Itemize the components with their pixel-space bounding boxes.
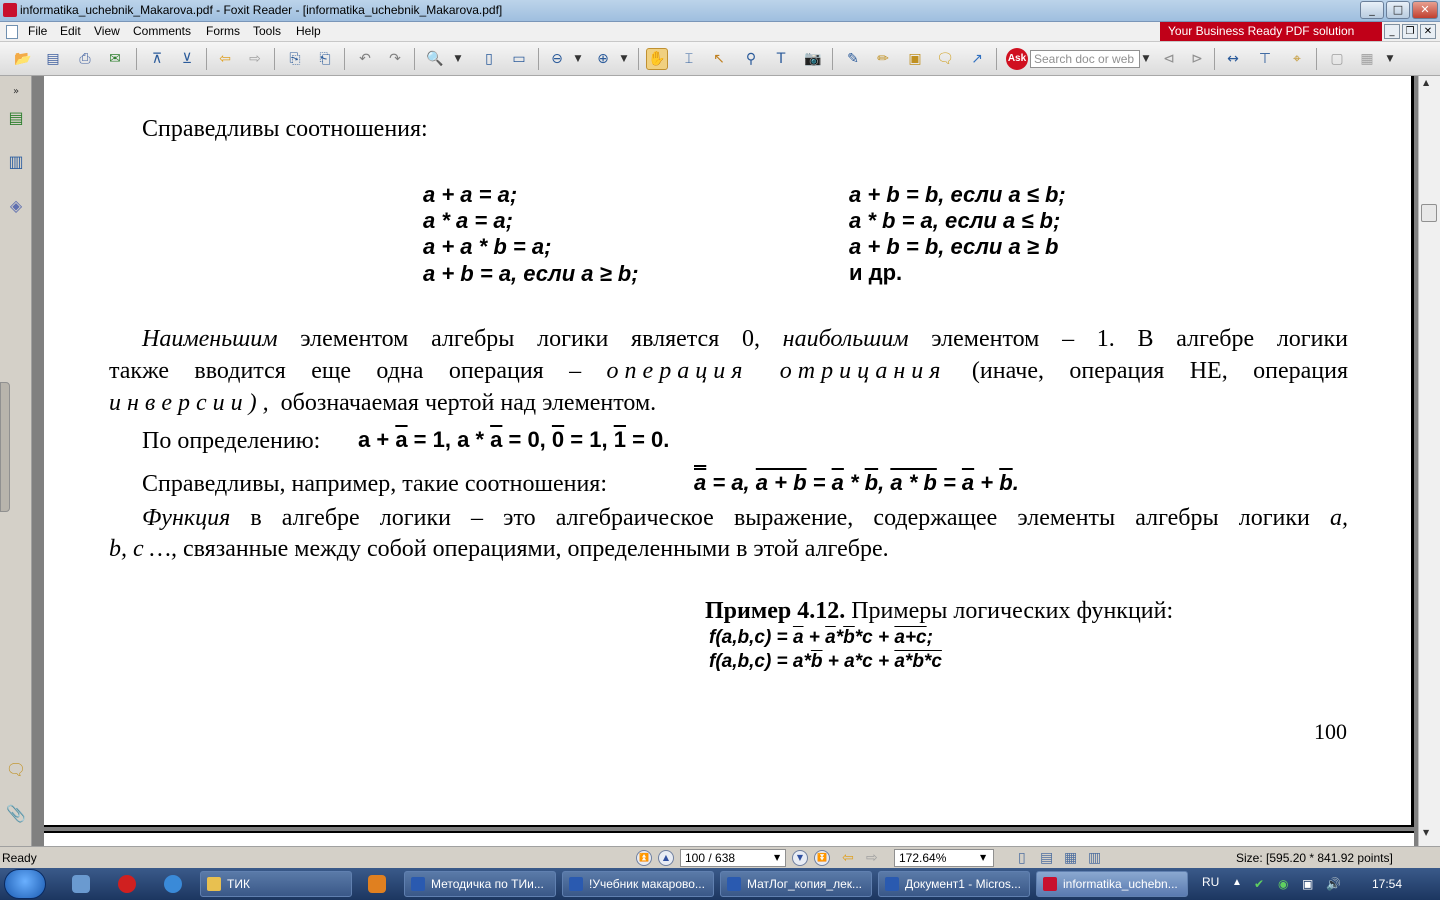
formula-right-3: a + b = b, если a ≥ b — [849, 234, 1059, 259]
taskbar — [0, 868, 1440, 900]
term-largest: наибольшим — [782, 326, 909, 352]
zoom-field[interactable]: 172.64% — [894, 849, 994, 867]
status-ready: Ready — [2, 851, 37, 865]
ex1-part-4: $\overline{a}$ — [825, 627, 836, 648]
taskbar-item-word-4[interactable] — [878, 871, 1030, 897]
taskbar-item-word-2[interactable] — [562, 871, 714, 897]
clock[interactable]: 17:54 — [1372, 877, 1403, 891]
single-page-icon[interactable]: ▯ — [1018, 850, 1026, 866]
ex2-part-2: $\overline{b}$ — [810, 651, 823, 672]
taskbar-label: !Учебник макарово... — [589, 877, 705, 891]
taskbar-label: informatika_uchebn... — [1063, 877, 1178, 891]
definition-formula — [358, 429, 669, 451]
zoom-field-dropdown-icon[interactable]: ▼ — [980, 853, 987, 862]
rel-part-7: $\overline{b}$ — [864, 470, 879, 495]
example-label: Пример 4.12. — [705, 598, 846, 624]
page-size-info: Size: [595.20 * 841.92 points] — [1236, 851, 1393, 865]
paragraph-1-text-b: элементом – 1. В алгебре логики — [908, 326, 1349, 352]
fit-width-icon[interactable]: ▭ — [512, 51, 526, 67]
extract-pages-icon[interactable]: ⎘ — [289, 51, 301, 67]
formula-right-2: a * b = a, если a ≤ b; — [849, 208, 1061, 233]
grid-dropdown-icon[interactable]: ▼ — [1386, 54, 1394, 64]
rel-part-8: , — [878, 470, 891, 495]
sign-icon[interactable]: ✎ — [847, 51, 859, 67]
insert-pages-icon[interactable]: ⎗ — [319, 51, 331, 67]
scroll-up-icon[interactable]: ▲ — [1423, 78, 1430, 87]
ex1-part-9: ; — [926, 627, 933, 648]
scroll-thumb[interactable] — [1421, 204, 1437, 222]
taskbar-label: Документ1 - Micros... — [905, 877, 1021, 891]
document-icon — [6, 25, 18, 39]
tray-network-app-icon[interactable]: ◉ — [1278, 877, 1289, 891]
continuous-facing-icon[interactable]: ▥ — [1088, 850, 1102, 866]
term-smallest: Наименьшим — [142, 326, 278, 352]
page-dropdown-icon[interactable]: ▼ — [774, 853, 781, 862]
example-heading — [705, 599, 1173, 623]
heading-text: Справедливы соотношения: — [142, 116, 428, 142]
def-part-5: = 0, — [502, 427, 552, 452]
folder-icon — [207, 877, 221, 891]
definition-label: По определению: — [142, 428, 321, 454]
status-back-icon[interactable]: ⇦ — [842, 850, 854, 866]
text-box-icon[interactable]: ▣ — [908, 51, 922, 67]
rel-part-5: $\overline{a}$ — [831, 470, 844, 495]
term-function: Функция — [142, 505, 231, 531]
attachments-icon[interactable]: 📎 — [6, 803, 26, 823]
paragraph-1-text-e: обозначаемая чертой над элементом. — [274, 390, 657, 416]
back-icon[interactable]: ⇦ — [219, 51, 231, 67]
promo-banner[interactable]: Your Business Ready PDF solution — [1160, 22, 1382, 41]
taskbar-item-word-3[interactable] — [720, 871, 872, 897]
foxit-icon — [1043, 877, 1057, 891]
def-part-2: $\overline{a}$ — [395, 427, 408, 452]
snapshot-icon[interactable]: 📷 — [804, 51, 822, 67]
search-next-icon[interactable]: ⊳ — [1191, 51, 1203, 67]
area-tool-icon[interactable]: ⌖ — [1293, 51, 1301, 67]
last-page-icon[interactable]: ⏬ — [814, 850, 830, 866]
side-panel — [0, 76, 32, 846]
zoom-dropdown-icon[interactable]: ▼ — [454, 54, 462, 64]
menu-forms[interactable]: Forms — [206, 24, 240, 38]
zoom-in-dropdown-icon[interactable]: ▼ — [620, 54, 628, 64]
ex2-part-4: a*b*c — [894, 651, 942, 672]
previous-page-icon[interactable]: ⊼ — [151, 51, 163, 67]
search-input[interactable]: Search doc or web — [1030, 50, 1140, 68]
maximize-button[interactable]: □ — [1386, 1, 1410, 19]
search-prev-icon[interactable]: ⊲ — [1163, 51, 1175, 67]
paragraph-1-text-d: (иначе, операция НЕ, операция — [946, 358, 1348, 384]
function-vars-bc: b, c …, — [109, 536, 177, 562]
scroll-down-icon[interactable]: ▼ — [1423, 828, 1430, 837]
def-part-3: = 1, a * — [407, 427, 491, 452]
menu-edit[interactable]: Edit — [60, 24, 81, 38]
facing-icon[interactable]: ▦ — [1064, 850, 1078, 866]
word-icon — [727, 877, 741, 891]
tray-expand-icon[interactable]: ▲ — [1232, 877, 1242, 888]
paragraph-1-line-2 — [109, 359, 1348, 383]
zoom-out-icon[interactable]: ⊖ — [551, 51, 563, 67]
ex2-part-1: f(a,b,c) = a* — [709, 651, 811, 672]
grid-icon[interactable]: ▦ — [1360, 51, 1374, 67]
function-paragraph-line-1 — [142, 506, 1348, 530]
ex1-part-8: a+c — [894, 627, 927, 648]
paragraph-1-text-c: также вводится еще одна операция – — [109, 358, 607, 384]
undo-icon[interactable]: ↶ — [359, 51, 371, 67]
forward-icon[interactable]: ⇨ — [249, 51, 261, 67]
redo-icon[interactable]: ↷ — [389, 51, 401, 67]
rel-part-11: $\overline{a}$ — [961, 470, 975, 495]
formula-right-1: a + b = b, если a ≤ b; — [849, 182, 1066, 207]
first-page-icon[interactable]: ⏫ — [636, 850, 652, 866]
term-negation: операция отрицания — [606, 358, 947, 384]
internet-explorer-icon[interactable] — [164, 875, 182, 893]
rel-part-4: = — [806, 470, 832, 495]
print-icon[interactable]: ⎙ — [79, 51, 91, 67]
def-part-9: = 0. — [625, 427, 670, 452]
example-formula-2 — [709, 652, 942, 671]
menu-help[interactable]: Help — [296, 24, 321, 38]
title-bar — [0, 0, 1440, 22]
taskbar-label: ТИК — [227, 877, 250, 891]
taskbar-item-word-1[interactable] — [404, 871, 556, 897]
pencil-icon[interactable]: ✏ — [877, 51, 889, 67]
formula-left-1: a + a = a; — [423, 182, 518, 207]
menu-comments[interactable]: Comments — [133, 24, 192, 38]
status-forward-icon[interactable]: ⇨ — [866, 850, 878, 866]
status-bar — [0, 846, 1440, 868]
ex1-part-2: $\overline{a}$ — [792, 627, 804, 648]
rel-part-6: * — [843, 470, 865, 495]
window-title: informatika_uchebnik_Makarova.pdf - Foxit Reader - [informatika_uchebnik_Makarova.pdf] — [20, 3, 503, 17]
rel-part-3: a + b — [755, 470, 807, 495]
relations-formula — [694, 472, 1019, 494]
rel-part-1: a — [694, 470, 707, 495]
foxit-app-icon — [3, 3, 17, 17]
ex1-part-1: f(a,b,c) = — [709, 627, 793, 648]
media-player-icon[interactable] — [368, 875, 386, 893]
function-text-a: в алгебре логики – это алгебраическое выражение, содержащее элементы алгебры логики — [230, 505, 1330, 531]
next-page-edge — [44, 831, 1414, 846]
rel-part-10: = — [936, 470, 962, 495]
comments-panel-icon[interactable]: 🗨 — [5, 759, 27, 779]
zoom-tool-icon[interactable]: 🔍 — [426, 51, 444, 67]
example-text: Примеры логических функций: — [845, 598, 1174, 624]
vertical-scrollbar[interactable] — [1418, 76, 1440, 846]
taskbar-label: Методичка по ТИи... — [431, 877, 544, 891]
word-icon — [885, 877, 899, 891]
distance-tool-icon[interactable]: ↔ — [1227, 51, 1239, 67]
find-icon[interactable]: ⚲ — [745, 51, 757, 67]
taskbar-item-tik[interactable] — [200, 871, 352, 897]
rel-part-12: + — [974, 470, 1000, 495]
menu-view[interactable]: View — [94, 24, 120, 38]
mdi-minimize-button[interactable]: _ — [1384, 24, 1400, 39]
next-page-icon[interactable]: ⊻ — [181, 51, 193, 67]
hand-tool-icon[interactable]: ✋ — [646, 48, 668, 70]
volume-icon[interactable]: 🔊 — [1326, 877, 1341, 891]
zoom-out-dropdown-icon[interactable]: ▼ — [574, 54, 582, 64]
page-icon[interactable]: ▢ — [1330, 51, 1344, 67]
taskbar-item-foxit[interactable] — [1036, 871, 1188, 897]
prev-page-icon[interactable]: ▲ — [658, 850, 674, 866]
start-button[interactable] — [4, 869, 46, 899]
function-var-a: a, — [1330, 505, 1348, 531]
paragraph-1-line-3 — [109, 391, 656, 415]
mdi-restore-button[interactable]: ❐ — [1402, 24, 1418, 39]
rel-part-9: a * b — [890, 470, 937, 495]
document-view[interactable] — [32, 76, 1418, 846]
rel-part-2: = a, — [706, 470, 756, 495]
word-icon — [411, 877, 425, 891]
bookmarks-icon[interactable]: ▤ — [8, 107, 24, 127]
minimize-button[interactable]: _ — [1360, 1, 1384, 19]
zoom-in-icon[interactable]: ⊕ — [597, 51, 609, 67]
ask-logo[interactable]: Ask — [1006, 48, 1028, 70]
close-button[interactable]: ✕ — [1412, 1, 1438, 19]
network-icon[interactable]: ▣ — [1302, 877, 1314, 891]
formula-right-4: и др. — [849, 260, 903, 285]
page-number-field[interactable]: 100 / 638 — [680, 849, 786, 867]
arrow-tool-icon[interactable]: ↗ — [971, 51, 983, 67]
note-icon[interactable]: 🗨 — [936, 51, 954, 67]
formula-left-2: a * a = a; — [423, 208, 513, 233]
opera-icon[interactable] — [118, 875, 136, 893]
search-dropdown-icon[interactable]: ▼ — [1142, 54, 1150, 64]
menu-file[interactable]: File — [28, 24, 48, 38]
formula-left-3: a + a * b = a; — [423, 234, 552, 259]
word-icon — [569, 877, 583, 891]
def-part-6: 0 — [551, 427, 565, 452]
def-part-4: $\overline{a}$ — [490, 427, 503, 452]
expand-panel-icon[interactable]: » — [12, 85, 20, 97]
paragraph-1-line-1 — [142, 327, 1348, 351]
continuous-icon[interactable]: ▤ — [1040, 850, 1054, 866]
def-part-7: = 1, — [564, 427, 614, 452]
function-text-b: связанные между собой операциями, определенными в этой алгебре. — [177, 536, 889, 562]
rel-part-14: . — [1012, 470, 1019, 495]
pdf-page — [44, 76, 1414, 827]
typewriter-icon[interactable]: T — [776, 51, 786, 67]
language-indicator[interactable]: RU — [1202, 875, 1220, 889]
example-formula-1 — [709, 628, 933, 647]
save-icon[interactable]: ▤ — [46, 51, 60, 67]
select-text-icon[interactable]: ⌶ — [684, 51, 694, 67]
email-icon[interactable]: ✉ — [109, 51, 121, 67]
menu-bar — [0, 22, 1440, 42]
show-desktop-icon[interactable] — [72, 875, 90, 893]
perimeter-tool-icon[interactable]: ⊤ — [1258, 51, 1272, 67]
function-paragraph-line-2 — [109, 537, 889, 561]
rel-part-13: $\overline{b}$ — [999, 470, 1013, 495]
page-number: 100 — [1314, 719, 1347, 744]
open-icon[interactable]: 📂 — [14, 51, 32, 67]
select-annotation-icon[interactable]: ↖ — [713, 51, 725, 67]
formula-left-4: a + b = a, если a ≥ b; — [423, 261, 639, 286]
ex1-part-7: *c + — [854, 627, 895, 648]
paragraph-1-text-a: элементом алгебры логики является 0, — [277, 326, 783, 352]
tray-app-icon[interactable]: ✔ — [1254, 877, 1265, 891]
panel-resize-handle[interactable] — [0, 382, 10, 512]
fit-page-icon[interactable]: ▯ — [485, 51, 493, 67]
ex1-part-6: $\overline{b}$ — [843, 627, 855, 648]
toolbar — [0, 42, 1440, 76]
def-part-1: a + — [358, 427, 396, 452]
ex1-part-3: + — [803, 627, 826, 648]
relations-label: Справедливы, например, такие соотношения: — [142, 471, 608, 497]
pages-icon[interactable]: ▥ — [8, 151, 24, 171]
next-page-nav-icon[interactable]: ▼ — [792, 850, 808, 866]
def-part-8: 1 — [613, 427, 626, 452]
menu-tools[interactable]: Tools — [253, 24, 282, 38]
ex2-part-3: + a*c + — [822, 651, 895, 672]
taskbar-label: МатЛог_копия_лек... — [747, 877, 862, 891]
mdi-close-button[interactable]: ✕ — [1420, 24, 1436, 39]
term-inversion: инверсии), — [109, 390, 275, 416]
layers-icon[interactable]: ◈ — [9, 195, 23, 215]
ex1-part-5: * — [835, 627, 844, 648]
